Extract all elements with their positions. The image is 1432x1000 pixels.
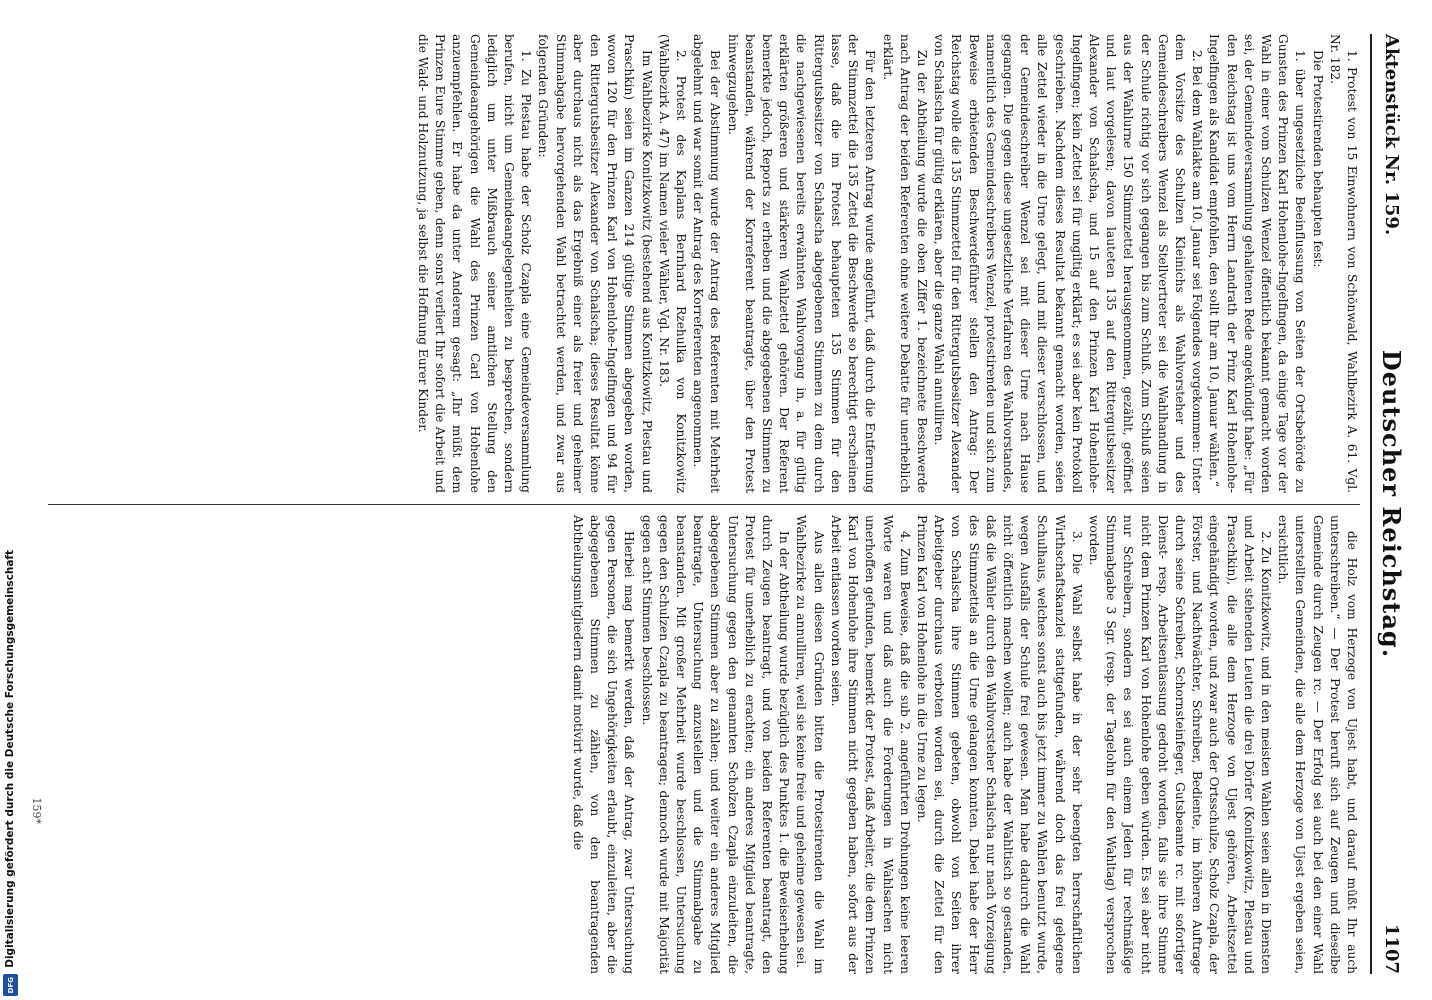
- left-column: [48, 34, 1360, 493]
- paragraph: 1. Protest von 15 Einwohnern von Schönwald, Wahlbezirk A. 61. Vgl. Nr. 182.: [1327, 34, 1359, 493]
- digitization-margin: [0, 0, 22, 1000]
- signature-mark: 159*: [30, 797, 43, 824]
- right-column: [48, 515, 1360, 974]
- paragraph: 1. Zu Plestau habe der Scholz Czapla eine Gemeindeversammlung berufen, nicht um Gemeindeangelegenheiten zu besprechen, sondern lediglich um unter Mißbrauch seiner amtlichen Stellung den Gemeindeangehörigen die Wahl des Prinzen Carl von Hohenlohe anzuempfehlen. Er habe da unter Anderem gesagt: „Ihr müßt dem Prinzen Eure Stimme geben, denn sonst verliert Ihr sofort die Arbeit und die Wald- und Holznutzung, ja selbst die Hoffnung Eurer Kinder.: [416, 34, 534, 493]
- paragraph: Im Wahlbezirke Konitzkowitz (bestehend aus Konitzkowitz, Plestau und Praschkin) seien im Ganzen 214 gültige Stimmen abgegeben worden, wovon 120 für den Prinzen Karl von Hohenlohe-Ingelfingen und 94 für den Rittergutsbesitzer Alexander von Schalscha; dieses Resultat könne aber durchaus nicht als das Ergebniß einer als freier und geheimer Stimmabgabe hervorgehenden Wahl betrachtet werden, und zwar aus folgenden Gründen:: [536, 34, 654, 493]
- paragraph: 2. Zu Konitzkowitz, und in den meisten Wahlen seien allen in Diensten und Arbeit stehenden Leuten die drei Dörfer (Konitzkowitz, Plestau und Praschkin), die alle dem Herzoge von Ujest gehören, Arbeitszettel eingehändigt worden, und zwar auch der Ortsschulze, Scholz Czapla, der Förster, und Nachtwächter, Schreiber, Bediente, im höheren Auftrage durch seine Schreiber, Schornsteinfeger, Gutsbeamte rc. mit sofortiger Dienst- resp. Arbeitsentlassung gedroht worden, falls sie ihre Stimme nicht dem Prinzen Karl von Hohenlohe geben würden. Es sei aber nicht nur Schreibern, sondern es sei auch einem Jeden für rechtmäßige Stimmabgabe 3 Sgr. (resp. der Tagelohn für den Wahltag) versprochen worden.: [1086, 515, 1273, 974]
- paragraph: Die Protestirenden behaupten fest:: [1310, 50, 1325, 268]
- paragraph: In der Abtheilung wurde bezüglich des Punktes 1. die Beweiserhebung durch Zeugen beantragt, und von beiden Referenten beantragt, den Protest für unerheblich zu erachten; ein anderes Mitglied beantragte, Untersuchung gegen den genannten Scholzen Czapla einzuleiten, die abgegebenen Stimmen aber zu zählen; und weiter ein anderes Mitglied beantragte, Untersuchung anzustellen und die Stimmabgabe zu beanstanden. Mit großer Mehrheit wurde beschlossen, Untersuchung gegen den Schulzen Czapla zu beantragen; dennoch wurde mit Majorität gegen acht Stimmen beschlossen.: [639, 515, 792, 974]
- page-header: [1370, 34, 1410, 974]
- paragraph: 2. Protest des Kaplans Bernhard Rzehulka von Konitzkowitz (Wahlbezirk A. 47) im Namen vieler Wähler, Vgl. Nr. 183.: [656, 34, 689, 493]
- paragraph: 2. Bei dem Wahlakte am 10. Januar sei Folgendes vorgekommen: Unter dem Vorsitze des Schulzen Kleinichs als Wahlvorsteher und des Gemeindeschreibers Wenzel als Stellvertreter sei die Wahlhandlung in der Schule richtig vor sich gegangen bis zum Schluß. Zum Schluß seien aus der Wahlurne 150 Stimmzettel herausgenommen, gezählt, geöffnet und laut vorgelesen; davon lauteten 135 auf den Rittergutsbesitzer Alexander von Schalscha, und 15 auf den Prinzen Karl Hohenlohe-Ingelfingen; kein Zettel sei für ungiltig erklärt; es sei aber kein Protokoll geschrieben. Nachdem dieses Resultat bekannt gemacht worden, seien alle Zettel wieder in die Urne gelegt, und mit dieser verschlossen, und der Gemeindeschreiber Wenzel sei mit dieser Urne nach Hause gegangen. Die gegen diese ungesetzliche Verfahren des Wahlvorstandes, namentlich des Gemeindeschreibers Wenzel, protestirenden und sich zum Beweise erbietenden Beschwerdeführer stellen den Antrag: Der Reichstag wolle die 135 Stimmzettel für den Rittergutsbesitzer Alexander von Schalscha für gültig erklären, aber die ganze Wahl annulliren.: [932, 34, 1205, 493]
- dfg-logo-text: DFG: [6, 976, 15, 994]
- paragraph: 4. Zum Beweise, daß die sub 2. angeführten Drohungen keine leeren Worte waren und daß auch die Forderungen in Wahlsachen nicht unerhoffen gefunden, bemerkt der Protest, daß Arbeiter, die dem Prinzen Karl von Hohenlohe ihre Stimmen nicht gegeben haben, sofort aus der Arbeit entlassen worden seien.: [828, 515, 912, 974]
- page-title: Deutscher Reichstag.: [1377, 349, 1406, 659]
- paragraph: Aus allen diesen Gründen bitten die Protestirenden die Wahl im Wahlbezirke zu annulliren, weil sie keine freie und geheime gewesen sei.: [794, 515, 826, 974]
- paragraph: 3. Die Wahl selbst habe in der sehr beengten herrschaftlichen Wirthschaftskanzlei stattgefunden, während doch das frei gelegene Schulhaus, welches sonst auch bis jetzt immer zu Wahlen benutzt wurde, wegen Ausfalls der Schule frei gewesen. Man habe dadurch die Wahl nicht öffentlich machen wollen; auch habe der Wahltisch so gestanden, daß die Wähler durch den Wahlvorsteher Schalscha nur nach Vorzeigung des Stimmzettels an die Urne gelangen konnten. Dabei habe der Herr von Schalscha ihre Stimmen gebeten, obwohl von Seiten ihrer Arbeitgeber durchaus verboten worden sei, durch die Zettel für den Prinzen Karl von Hohenlohe in die Urne zu legen.: [914, 515, 1084, 974]
- paragraph: Hierbei mag bemerkt werden, daß der Antrag, zwar Untersuchung gegen Personen, die sich Ungehörigkeiten erlaubt, einzuleiten, aber die abgegebenen Stimmen zu zählen, von den beantragenden Abtheilungsmitgliedern damit motivirt wurde, daß die: [570, 515, 637, 974]
- dfg-logo-icon: [3, 974, 18, 996]
- paragraph: Bei der Abstimmung wurde der Antrag des Referenten mit Mehrheit abgelehnt und war somit der Antrag des Korreferenten angenommen.: [691, 34, 723, 493]
- page-number: 1107: [1381, 923, 1402, 974]
- paragraph: Zu der Abtheilung wurde die oben Ziffer 1. bezeichnete Beschwerde nach Antrag der beiden Referenten ohne weitere Debatte für unerheblich erklärt.: [880, 34, 929, 493]
- paragraph: die Holz vom Herzoge von Ujest habt, und darauf müßt Ihr auch unterschreiben.“ — Der Protest beruft sich auf Zeugen und dieselbe Gemeinde durch Zeugen rc. — Der Erfolg sei auch bei den einer Wahl unterstellten Gemeinden, die alle dem Herzoge von Ujest ergeben seien, ersichtlich.: [1276, 515, 1359, 974]
- digitization-note: Digitalisierung gefördert durch die Deutsche Forschungsgemeinschaft: [4, 550, 16, 968]
- document-page: [30, 34, 1410, 974]
- paragraph: 1. über ungesetzliche Beeinflussung von Seiten der Ortsbehörde zu Gunsten des Prinzen Karl Hohenlohe-Ingelfingen, da einige Tage vor der Wahl in einer vom Schulzen Wenzel öffentlich bekannt gemacht worden sei, der Gemeindeversammlung gehaltenen Rede angekündigt habe: „Für den Reichstag ist uns vom Herrn Landrath der Prinz Karl Hohenlohe-Ingelfingen als Kandidat empfohlen, den sollt Ihr am 10. Januar wählen.“: [1207, 34, 1308, 493]
- column-divider: [48, 504, 1360, 505]
- document-number: Aktenstück Nr. 159.: [1381, 34, 1402, 236]
- paragraph: Für den letzteren Antrag wurde angeführt, daß durch die Entfernung der Stimmzettel die 135 Zettel die Beschwerde so berechtigt erscheinen lasse, daß die im Protest behaupteten 135 Stimmen für den Rittergutsbesitzer von Schalscha abgegebenen Stimmen zu dem durch die nachgewiesenen bereits erwähnten Wahlvorgang in, a. für gültig erklärten größeren und stärkeren Wahlzettel gehören. Der Referent bemerkte jedoch, Reports zu erheben und die abgegebenen Stimmen zu beanstanden, während der Korreferent beantragte, über den Protest hinwegzugehen.: [725, 34, 878, 493]
